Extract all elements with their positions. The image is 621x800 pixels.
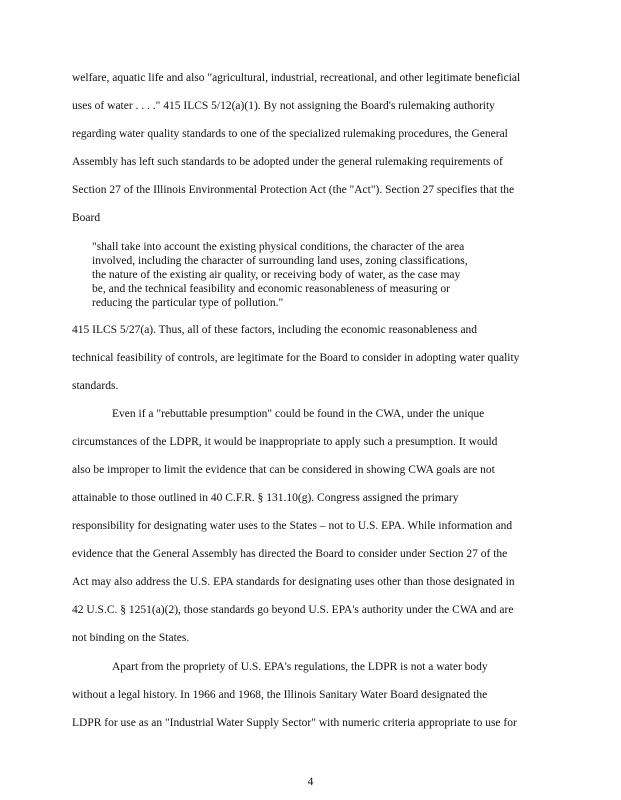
quote-line: involved, including the character of surrounding land uses, zoning classifications, (92, 255, 468, 267)
text-line: attainable to those outlined in 40 C.F.R. § 131.10(g). Congress assigned the primary (72, 492, 459, 504)
text-line: 42 U.S.C. § 1251(a)(2), those standards go beyond U.S. EPA's authority under the CWA and are (72, 604, 514, 616)
text-line: evidence that the General Assembly has directed the Board to consider under Section 27 of the (72, 548, 508, 560)
text-line: Board (72, 212, 101, 224)
text-line: LDPR for use as an "Industrial Water Supply Sector" with numeric criteria appropriate to use for (72, 717, 517, 729)
text-line: Section 27 of the Illinois Environmental Protection Act (the "Act"). Section 27 specifies that the (72, 184, 515, 196)
text-line: Act may also address the U.S. EPA standards for designating uses other than those designated in (72, 576, 515, 588)
text-line: Even if a "rebuttable presumption" could be found in the CWA, under the unique (112, 408, 485, 420)
text-line: regarding water quality standards to one of the specialized rulemaking procedures, the General (72, 128, 508, 140)
text-line: also be improper to limit the evidence that can be considered in showing CWA goals are not (72, 464, 495, 476)
text-line: responsibility for designating water uses to the States – not to U.S. EPA. While information and (72, 520, 513, 532)
text-line: technical feasibility of controls, are legitimate for the Board to consider in adopting water quality (72, 352, 520, 364)
text-line: not binding on the States. (72, 632, 190, 644)
text-line: without a legal history. In 1966 and 1968, the Illinois Sanitary Water Board designated the (72, 689, 488, 701)
quote-line: reducing the particular type of pollution." (92, 297, 284, 309)
quote-line: the nature of the existing air quality, or receiving body of water, as the case may (92, 269, 461, 281)
text-line: uses of water . . . ." 415 ILCS 5/12(a)(1). By not assigning the Board's rulemaking authority (72, 100, 495, 112)
quote-line: be, and the technical feasibility and economic reasonableness of measuring or (92, 283, 450, 295)
text-line: welfare, aquatic life and also "agricultural, industrial, recreational, and other legitimate beneficial (72, 72, 521, 84)
page-number: 4 (307, 776, 314, 788)
quote-line: "shall take into account the existing physical conditions, the character of the area (92, 241, 465, 253)
text-line: circumstances of the LDPR, it would be inappropriate to apply such a presumption. It would (72, 436, 498, 448)
text-line: Apart from the propriety of U.S. EPA's regulations, the LDPR is not a water body (112, 661, 488, 673)
text-line: 415 ILCS 5/27(a). Thus, all of these factors, including the economic reasonableness and (72, 324, 478, 336)
text-line: Assembly has left such standards to be adopted under the general rulemaking requirements of (72, 156, 503, 168)
text-line: standards. (72, 380, 119, 392)
